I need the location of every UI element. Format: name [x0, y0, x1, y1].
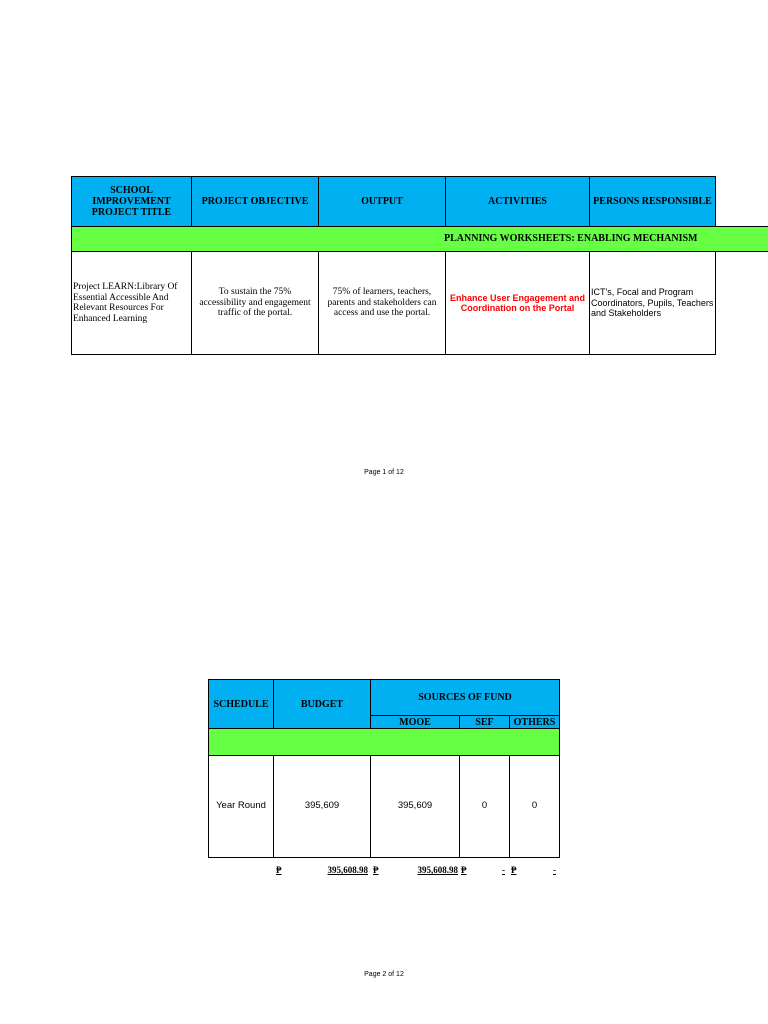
cell-schedule: Year Round	[208, 755, 274, 858]
page-footer-2: Page 2 of 12	[364, 971, 404, 978]
cell-others: 0	[509, 755, 560, 858]
currency-symbol: ₱	[373, 865, 379, 875]
section-banner-label: PLANNING WORKSHEETS: ENABLING MECHANISM	[444, 233, 698, 244]
total-others-value: -	[553, 865, 556, 875]
header-others: OTHERS	[509, 715, 560, 729]
currency-symbol: ₱	[276, 865, 282, 875]
total-sef	[461, 865, 505, 875]
cell-sef: 0	[459, 755, 510, 858]
header-mooe: MOOE	[370, 715, 460, 729]
header-schedule: SCHEDULE	[208, 679, 274, 729]
currency-symbol: ₱	[511, 865, 517, 875]
total-mooe-value: 395,608.98	[417, 865, 458, 875]
total-budget-value: 395,608.98	[327, 865, 368, 875]
cell-output: 75% of learners, teachers, parents and stakeholders can access and use the portal.	[318, 251, 446, 355]
cell-activities: Enhance User Engagement and Coordination on the Portal	[445, 251, 590, 355]
section-banner	[71, 226, 768, 252]
cell-persons-responsible: ICT's, Focal and Program Coordinators, Pupils, Teachers and Stakeholders	[589, 251, 716, 355]
total-budget	[276, 865, 368, 875]
header-project-title: SCHOOL IMPROVEMENT PROJECT TITLE	[71, 176, 192, 227]
cell-project-title: Project LEARN:Library Of Essential Accessible And Relevant Resources For Enhanced Learning	[71, 251, 192, 355]
total-others	[511, 865, 556, 875]
header-output: OUTPUT	[318, 176, 446, 227]
header-sources-of-fund: SOURCES OF FUND	[370, 679, 560, 716]
budget-banner	[208, 728, 560, 756]
header-persons-responsible: PERSONS RESPONSIBLE	[589, 176, 716, 227]
total-sef-value: -	[502, 865, 505, 875]
cell-mooe: 395,609	[370, 755, 460, 858]
page-footer-1: Page 1 of 12	[364, 469, 404, 476]
total-mooe	[373, 865, 458, 875]
header-budget: BUDGET	[273, 679, 371, 729]
header-project-objective: PROJECT OBJECTIVE	[191, 176, 319, 227]
cell-project-objective: To sustain the 75% accessibility and engagement traffic of the portal.	[191, 251, 319, 355]
header-sef: SEF	[459, 715, 510, 729]
header-activities: ACTIVITIES	[445, 176, 590, 227]
currency-symbol: ₱	[461, 865, 467, 875]
cell-budget: 395,609	[273, 755, 371, 858]
